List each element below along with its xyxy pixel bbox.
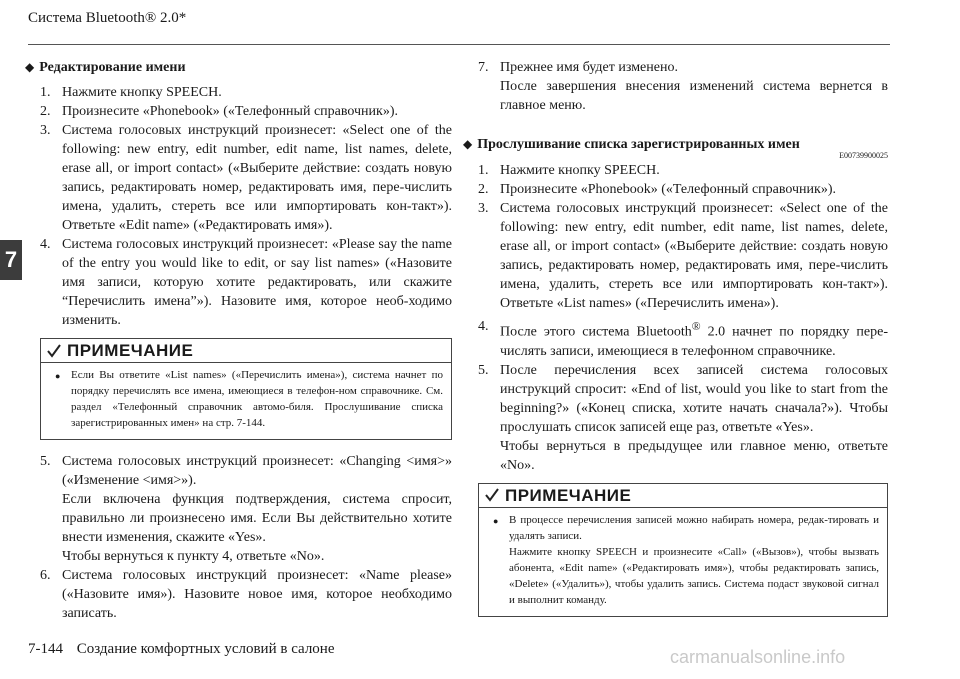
note-box-left	[40, 338, 452, 440]
list-item: 7. Прежнее имя будет изменено. После завершения внесения изменений система вернется в главное меню.	[478, 60, 888, 113]
pencil-check-icon	[485, 488, 499, 502]
page-number: 7-144	[28, 641, 63, 657]
list-item: 3. Система голосовых инструкций произнесет: «Select one of the following: new entry, edit number, edit name, list names, delete, erase all, or import contact» («Выберите действие: создать новую запись, редактировать номер, редактировать имя, пере-числить имена, удалить, стереть все или импортировать кон-такт»). Ответьте «List names» («Перечислить имена»).	[478, 201, 888, 311]
header-rule	[28, 44, 890, 45]
note-box-right	[478, 483, 888, 617]
chapter-tab: 7	[0, 240, 22, 280]
bullet-icon: ●	[55, 371, 61, 381]
doc-code: E00739900025	[839, 151, 888, 160]
pencil-check-icon	[47, 344, 61, 358]
watermark: carmanualsonline.info	[670, 647, 846, 667]
note-title: ПРИМЕЧАНИЕ	[67, 341, 194, 360]
list-item: 5. Система голосовых инструкций произнесет: «Changing <имя>» («Изменение <имя>»). Если включена функция подтверждения, система спросит, правильно ли произнесено имя. Если Вы действительно хотите внести изменения, скажите «Yes». Чтобы вернуться к пункту 4, ответьте «No».	[40, 454, 452, 564]
right-column	[463, 58, 888, 629]
note-text: В процессе перечисления записей можно набирать номера, редак-тировать и удалять записи.	[509, 513, 879, 542]
list-item: 1. Нажмите кнопку SPEECH.	[40, 85, 222, 100]
list-item: 2. Произнесите «Phonebook» («Телефонный справочник»).	[478, 182, 837, 197]
list-item: 4. После этого система Bluetooth® 2.0 начнет по порядку пере-числять записи, имеющиеся в телефонном справочнике.	[478, 319, 888, 359]
list-item: 2. Произнесите «Phonebook» («Телефонный справочник»).	[40, 104, 399, 119]
page-footer	[28, 641, 335, 658]
list-item: 5. После перечисления всех записей система голосовых инструкций спросит: «End of list, would you like to start from the beginning?» («Конец списка, хотите начать сначала?»). Чтобы прослушать список записей еще раз, ответьте «Yes». Чтобы вернуться в предыдущее или главное меню, ответьте «No».	[478, 362, 888, 473]
bullet-icon: ●	[493, 515, 499, 526]
diamond-bullet-icon: ◆	[463, 137, 473, 151]
list-item: 4. Система голосовых инструкций произнесет: «Please say the name of the entry you would like to edit, or say list names» («Назовите имя записи, которую хотите редактировать, или скажите “Перечислить имена”»). Назовите имя, которое необ-ходимо изменить.	[40, 237, 452, 328]
left-column	[25, 58, 452, 623]
section-title-edit-name: ◆ Редактирование имени	[25, 60, 186, 75]
note-text: Если Вы ответите «List names» («Перечислить имена»), система начнет по порядку перечислять все имена, имеющиеся в телефон-ном справочнике. См. раздел «Телефонный справочник автомо-биля. Прослушивание списка зарегистрированных имен» на стр. 7-144.	[71, 369, 443, 429]
list-names-steps	[478, 161, 888, 475]
list-item: 1. Нажмите кнопку SPEECH.	[478, 163, 660, 178]
note-text: Нажмите кнопку SPEECH и произнесите «Call» («Вызов»), чтобы вызвать абонента, «Edit name» («Редактировать имя»), чтобы редактировать запись, «Delete» («Удалить»), чтобы удалить запись. Система подаст звуковой сигнал и выполнит команду.	[509, 545, 879, 606]
edit-steps-list-cont	[40, 452, 452, 623]
list-item: 6. Система голосовых инструкций произнесет: «Name please» («Назовите имя»). Назовите новое имя, которое необходимо записать.	[40, 568, 452, 621]
note-title: ПРИМЕЧАНИЕ	[505, 485, 632, 505]
page-header: Система Bluetooth® 2.0*	[28, 10, 187, 26]
edit-steps-list	[40, 83, 452, 330]
list-item: 3. Система голосовых инструкций произнесет: «Select one of the following: new entry, edit number, edit name, list names, delete, erase all, or import contact» («Выберите действие: создать новую запись, редактировать номер, редактировать имя, пере-числить имена, удалить, стереть все или импортировать кон-такт»). Ответьте «Edit name» («Редактировать имя»).	[40, 123, 452, 233]
section-title-list-names: ◆ Прослушивание списка зарегистрированных имен	[463, 137, 800, 152]
footer-title: Создание комфортных условий в салоне	[76, 641, 335, 657]
diamond-bullet-icon: ◆	[25, 60, 35, 74]
